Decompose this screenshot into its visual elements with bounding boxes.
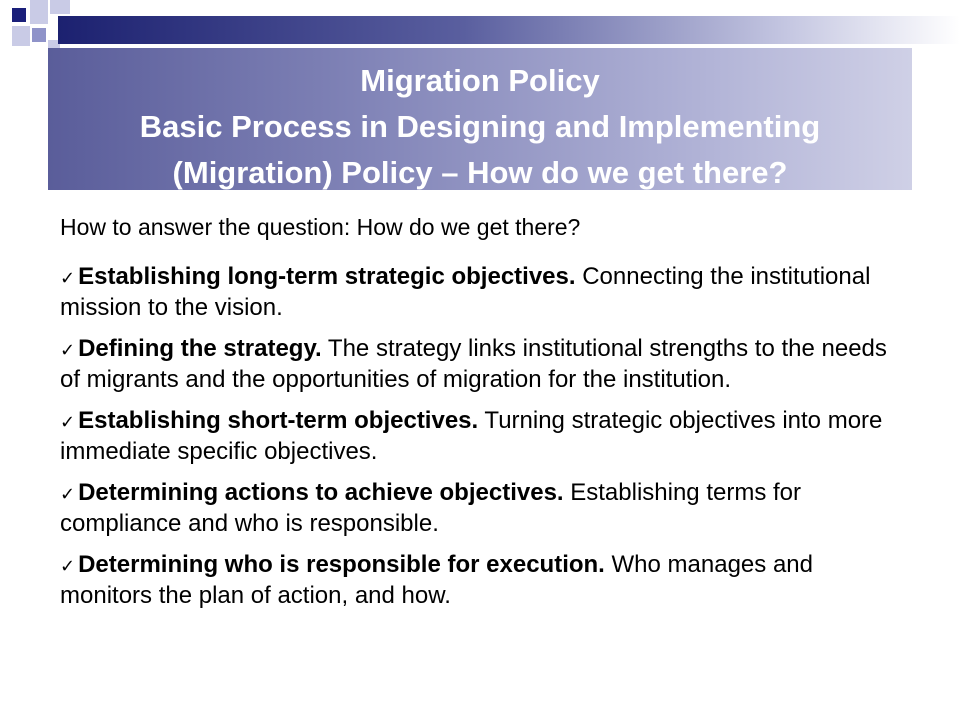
list-item: [60, 406, 900, 466]
decor-square: [30, 0, 48, 24]
decor-square: [50, 0, 70, 14]
check-icon: ✓: [60, 412, 76, 432]
list-item: [60, 550, 900, 610]
decor-square: [12, 26, 30, 46]
intro-text: How to answer the question: How do we get there?: [60, 214, 581, 240]
item-heading: Determining actions to achieve objectives.: [78, 479, 564, 506]
list-item: [60, 334, 900, 394]
item-heading: Determining who is responsible for execution.: [78, 551, 605, 578]
item-text: The strategy links institutional strengths to the needs of migrants and the opportunities of migration for the institution.: [60, 335, 887, 393]
item-text: Who manages and monitors the plan of action, and how.: [60, 551, 813, 609]
item-text: Establishing terms for compliance and who is responsible.: [60, 479, 801, 537]
bullet-list: [60, 262, 900, 610]
item-heading: Establishing long-term strategic objectives.: [78, 263, 576, 290]
decor-square: [32, 28, 46, 42]
item-text: Connecting the institutional mission to the vision.: [60, 263, 871, 321]
list-item: [60, 262, 900, 322]
title-line-2: Basic Process in Designing and Implementing: [139, 109, 821, 144]
title-line-3: (Migration) Policy – How do we get there?: [172, 155, 788, 190]
item-heading: Defining the strategy.: [78, 335, 322, 362]
list-item: [60, 478, 900, 538]
title-banner: [48, 48, 912, 190]
check-icon: ✓: [60, 556, 76, 576]
slide-content: [60, 212, 900, 622]
decor-square: [12, 8, 26, 22]
check-icon: ✓: [60, 268, 76, 288]
title-line-1: Migration Policy: [360, 63, 600, 98]
top-gradient-bar: [58, 16, 960, 44]
check-icon: ✓: [60, 340, 76, 360]
item-heading: Establishing short-term objectives.: [78, 407, 479, 434]
item-text: Turning strategic objectives into more immediate specific objectives.: [60, 407, 883, 465]
check-icon: ✓: [60, 484, 76, 504]
